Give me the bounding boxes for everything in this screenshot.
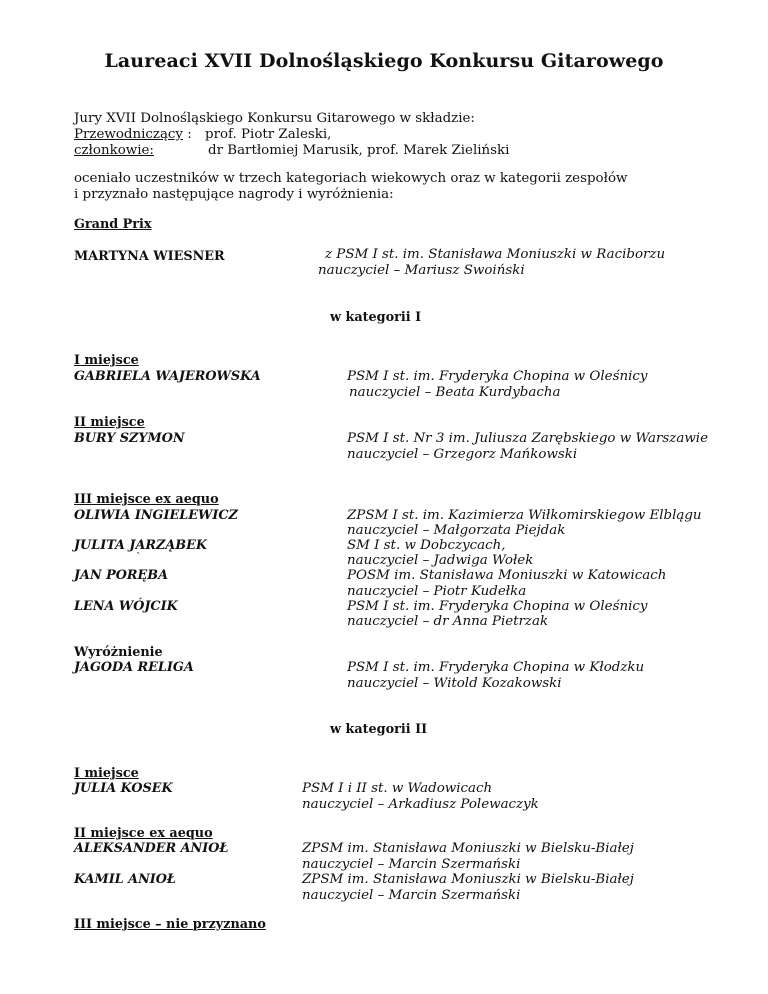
members-names: dr Bartłomiej Marusik, prof. Marek Zieliński [208, 143, 510, 158]
cat1-second-teacher: nauczyciel – Grzegorz Mańkowski [347, 447, 578, 462]
cat1-third-line-2: nauczyciel – Małgorzata Piejdak [347, 523, 566, 538]
page-title: Laureaci XVII Dolnośląskiego Konkursu Gitarowego [104, 50, 664, 72]
cat1-third-line-3: SM I st. w Dobczycach, [347, 538, 506, 553]
cat2-second-line-2: nauczyciel – Marcin Szermański [302, 857, 521, 872]
cat2-first-school: PSM I i II st. w Wadowicach [302, 781, 493, 796]
cat1-third-name-1: OLIWIA INGIELEWICZ [74, 508, 238, 523]
grand-prix-teacher: nauczyciel – Mariusz Swoiński [318, 263, 525, 278]
category-1-heading: w kategorii I [330, 310, 422, 325]
cat1-first-name: GABRIELA WAJEROWSKA [74, 369, 261, 384]
cat2-third-label: III miejsce – nie przyznano [74, 917, 266, 932]
cat1-distinction-school: PSM I st. im. Fryderyka Chopina w Kłodzku [347, 660, 645, 675]
cat1-third-name-3: JAN PORĘBA [74, 568, 169, 583]
chair-names: prof. Piotr Zaleski, [205, 127, 332, 142]
chair-separator: : [183, 127, 192, 142]
cat2-second-name-2: KAMIL ANIOŁ [74, 872, 176, 887]
cat2-second-line-1: ZPSM im. Stanisława Moniuszki w Bielsku-Białej [302, 841, 634, 856]
cat2-second-label: II miejsce ex aequo [74, 826, 213, 841]
cat1-third-line-1: ZPSM I st. im. Kazimierza Wiłkomirskiegow Elblągu [347, 508, 702, 523]
cat2-second-line-4: nauczyciel – Marcin Szermański [302, 888, 521, 903]
stray-mark: ` [136, 551, 142, 564]
cat1-third-label: III miejsce ex aequo [74, 492, 219, 507]
cat1-first-school: PSM I st. im. Fryderyka Chopina w Oleśnicy [347, 369, 648, 384]
cat1-third-name-2: JULITA JARZĄBEK [74, 538, 207, 553]
cat1-third-name-4: LENA WÓJCIK [74, 599, 178, 614]
cat1-first-label: I miejsce [74, 353, 139, 368]
cat1-second-label: II miejsce [74, 415, 145, 430]
cat2-second-line-3: ZPSM im. Stanisława Moniuszki w Bielsku-Białej [302, 872, 634, 887]
cat1-second-school: PSM I st. Nr 3 im. Juliusza Zarębskiego w Warszawie [347, 431, 709, 446]
category-2-heading: w kategorii II [330, 722, 428, 737]
cat1-third-line-8: nauczyciel – dr Anna Pietrzak [347, 614, 549, 629]
cat2-first-name: JULIA KOSEK [74, 781, 173, 796]
cat2-second-name-1: ALEKSANDER ANIOŁ [74, 841, 229, 856]
cat2-first-teacher: nauczyciel – Arkadiusz Polewaczyk [302, 797, 539, 812]
cat1-third-line-6: nauczyciel – Piotr Kudełka [347, 584, 527, 599]
grand-prix-name: MARTYNA WIESNER [74, 249, 225, 264]
cat1-distinction-teacher: nauczyciel – Witold Kozakowski [347, 676, 562, 691]
cat1-third-line-7: PSM I st. im. Fryderyka Chopina w Oleśnicy [347, 599, 648, 614]
cat1-third-line-5: POSM im. Stanisława Moniuszki w Katowicach [347, 568, 667, 583]
chair-label: Przewodniczący [74, 127, 183, 142]
assessment-line-2: i przyznało następujące nagrody i wyróżnienia: [74, 187, 394, 202]
cat2-first-label: I miejsce [74, 766, 139, 781]
cat1-second-name: BURY SZYMON [74, 431, 185, 446]
grand-prix-school: z PSM I st. im. Stanisława Moniuszki w Raciborzu [325, 247, 666, 262]
grand-prix-heading: Grand Prix [74, 217, 152, 232]
cat1-third-line-4: nauczyciel – Jadwiga Wołek [347, 553, 534, 568]
jury-intro: Jury XVII Dolnośląskiego Konkursu Gitarowego w składzie: [74, 111, 475, 126]
cat1-first-teacher: nauczyciel – Beata Kurdybacha [349, 385, 561, 400]
cat1-distinction-label: Wyróżnienie [74, 645, 163, 660]
cat1-distinction-name: JAGODA RELIGA [74, 660, 194, 675]
assessment-line-1: oceniało uczestników w trzech kategoriach wiekowych oraz w kategorii zespołów [74, 171, 628, 186]
members-label: członkowie: [74, 143, 154, 158]
jury-chair-row [74, 127, 192, 142]
